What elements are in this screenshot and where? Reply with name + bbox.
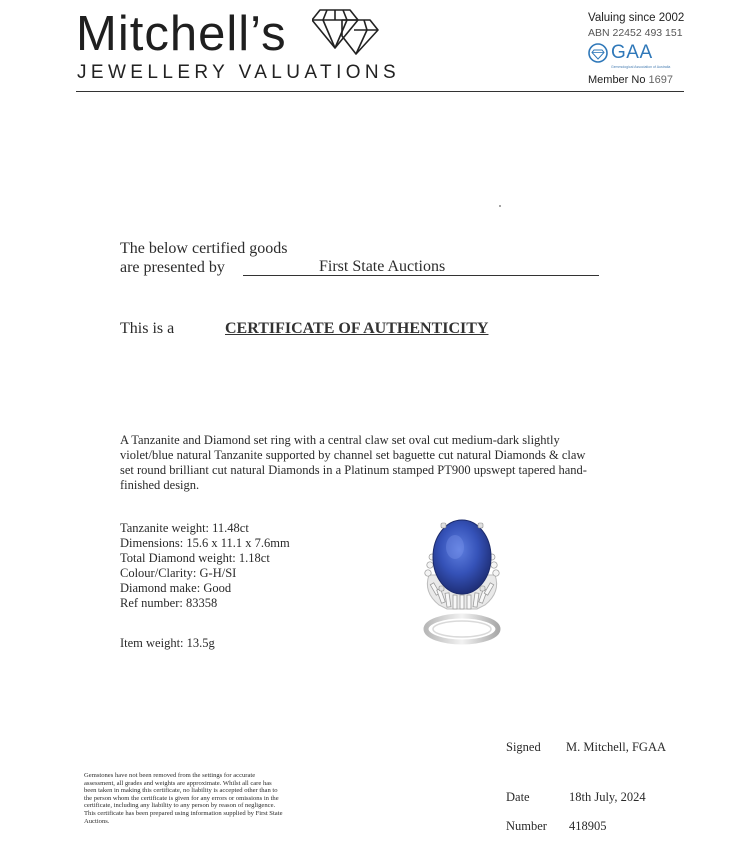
spec-total-diamond-weight: Total Diamond weight: 1.18ct bbox=[120, 551, 270, 565]
number-label: Number bbox=[506, 819, 547, 833]
presenter-name: First State Auctions bbox=[319, 258, 446, 275]
item-weight: Item weight: 13.5g bbox=[120, 636, 215, 650]
spec-colour-clarity: Colour/Clarity: G-H/SI bbox=[120, 566, 237, 580]
item-description: A Tanzanite and Diamond set ring with a central claw set oval cut medium-dark slightly violet/blue natural Tanzanite supported by channel set baguette cut natural Diamonds & claw set round brilliant cut natural Diamonds in a Platinum stamped PT900 upswept tapered hand-finished design. bbox=[120, 433, 587, 492]
diamond-logo-icon bbox=[312, 6, 382, 56]
scan-speck bbox=[499, 205, 501, 207]
certificate-prefix: This is a bbox=[120, 320, 175, 337]
member-number bbox=[588, 74, 673, 86]
member-label: Member No bbox=[588, 74, 646, 86]
presenter-line bbox=[243, 257, 599, 276]
brand-tagline: JEWELLERY VALUATIONS bbox=[77, 62, 401, 83]
spec-dimensions: Dimensions: 15.6 x 11.1 x 7.6mm bbox=[120, 536, 290, 550]
gaa-label: GAA bbox=[611, 42, 653, 63]
spec-tanzanite-weight: Tanzanite weight: 11.48ct bbox=[120, 521, 249, 535]
spec-diamond-make: Diamond make: Good bbox=[120, 581, 232, 595]
certificate-title: CERTIFICATE OF AUTHENTICITY bbox=[225, 320, 489, 337]
gaa-small-text: Gemmological Association of Australia bbox=[611, 65, 671, 69]
signed-label: Signed bbox=[506, 740, 541, 754]
ring-photo bbox=[417, 517, 507, 647]
date-label: Date bbox=[506, 790, 530, 804]
disclaimer-text: Gemstones have not been removed from the settings for accurate assessment, all grades and weights are approximate. Whilst all care has been taken in making this certificate, no liability is accepted other than to the person whom the certificate is given for any errors or omissions in the certificate, including any liability to any person by reason of negligence. This certificate has been prepared using information supplied by First State Auctions. bbox=[84, 772, 283, 825]
valuing-since: Valuing since 2002 bbox=[588, 12, 685, 24]
intro-line-1: The below certified goods bbox=[120, 240, 288, 257]
abn-number: ABN 22452 493 151 bbox=[588, 27, 683, 39]
intro-line-2: are presented by bbox=[120, 259, 225, 276]
number-value: 418905 bbox=[569, 819, 607, 833]
gaa-logo bbox=[588, 42, 671, 73]
signed-value: M. Mitchell, FGAA bbox=[566, 740, 666, 754]
specs-list bbox=[120, 521, 290, 611]
gaa-emblem-icon bbox=[588, 43, 608, 63]
member-number-value: 1697 bbox=[648, 74, 674, 86]
brand-name: Mitchell’s bbox=[76, 7, 287, 61]
header-divider bbox=[76, 91, 684, 92]
spec-ref-number: Ref number: 83358 bbox=[120, 596, 218, 610]
date-value: 18th July, 2024 bbox=[569, 790, 646, 804]
